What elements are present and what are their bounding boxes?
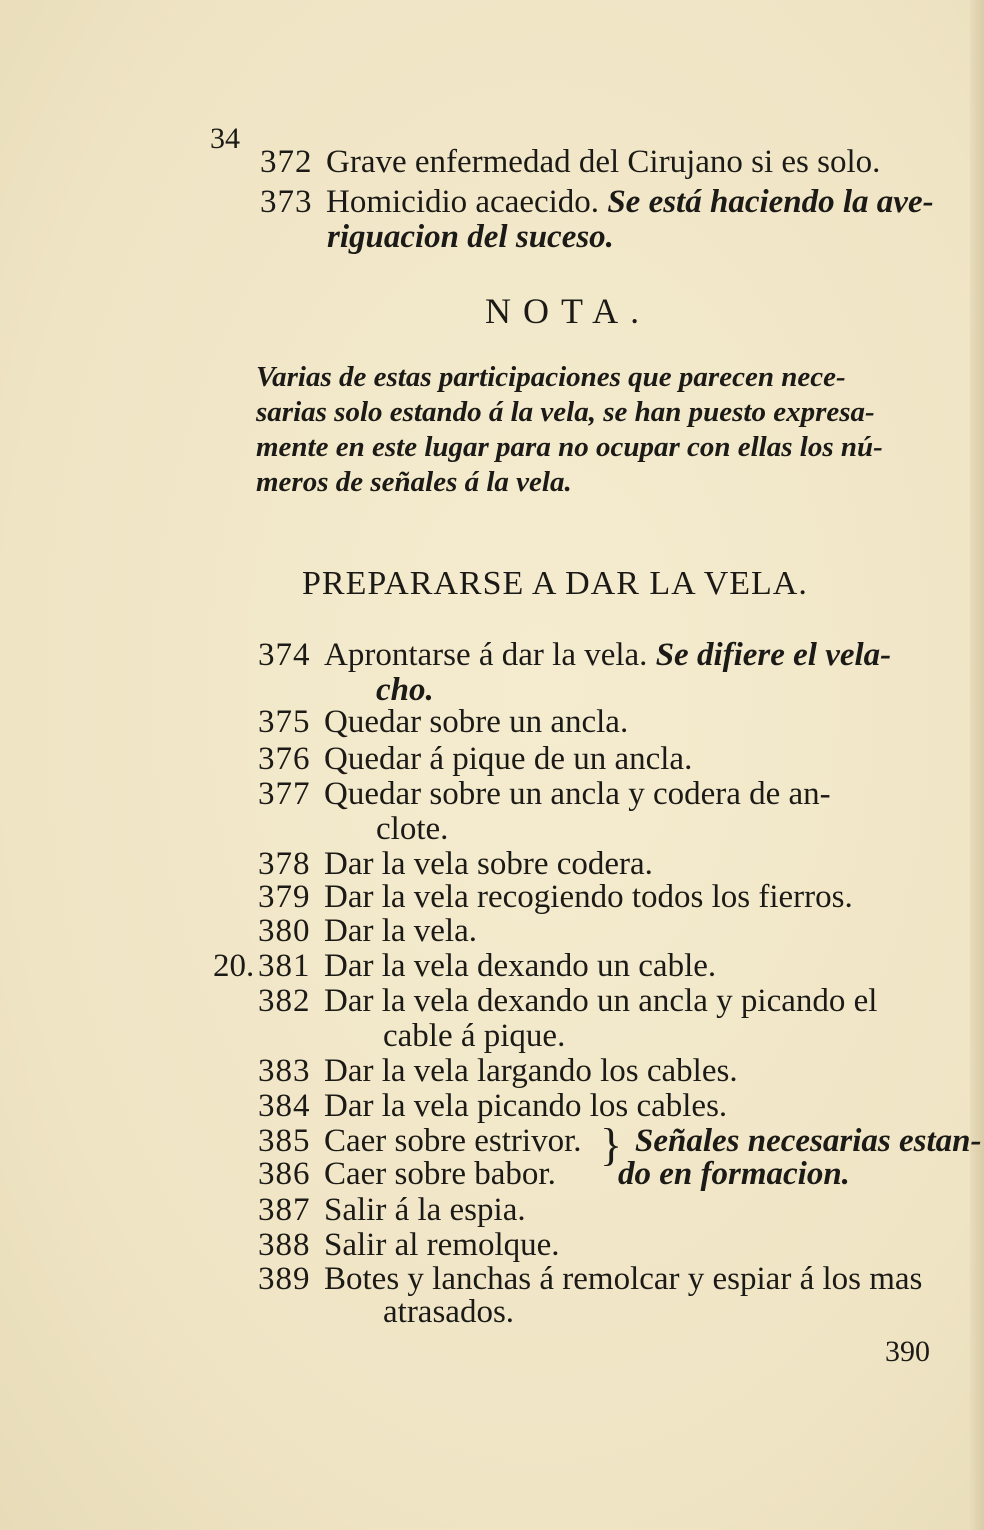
entry-number: 377 bbox=[258, 776, 311, 812]
entry-number: 381 bbox=[258, 948, 311, 984]
entry-number: 375 bbox=[258, 704, 311, 740]
nota-line-2: sarias solo estando á la vela, se han puesto expresa- bbox=[256, 396, 875, 428]
entry-384 bbox=[258, 1089, 727, 1124]
entry-text: Dar la vela. bbox=[324, 913, 477, 949]
entry-number: 386 bbox=[258, 1156, 311, 1192]
entry-text: Salir al remolque. bbox=[324, 1227, 560, 1263]
page-number: 34 bbox=[210, 122, 240, 155]
entry-text: Quedar á pique de un ancla. bbox=[324, 741, 693, 777]
margin-reference: 20. bbox=[213, 948, 255, 984]
entry-number: 374 bbox=[258, 637, 311, 673]
section-title: PREPARARSE A DAR LA VELA. bbox=[302, 565, 808, 602]
entry-text: Homicidio acaecido. bbox=[326, 184, 600, 220]
bracket-note-line-2: do en formacion. bbox=[618, 1156, 850, 1192]
entry-374 bbox=[258, 638, 891, 673]
entry-388 bbox=[258, 1228, 560, 1263]
entry-number: 382 bbox=[258, 983, 311, 1019]
entry-374-note-continued: cho. bbox=[376, 672, 434, 708]
entry-text: Caer sobre babor. bbox=[324, 1156, 556, 1192]
entry-385 bbox=[258, 1124, 582, 1159]
entry-number: 373 bbox=[260, 184, 313, 220]
entry-number: 388 bbox=[258, 1227, 311, 1263]
entry-number: 380 bbox=[258, 913, 311, 949]
entry-text: Grave enfermedad del Cirujano si es solo. bbox=[326, 144, 881, 180]
entry-note: Se difiere el vela- bbox=[655, 637, 892, 673]
entry-373-note-continued: riguacion del suceso. bbox=[327, 219, 614, 255]
entry-text: Dar la vela sobre codera. bbox=[324, 846, 653, 882]
entry-382-continued: cable á pique. bbox=[383, 1018, 566, 1054]
entry-number: 383 bbox=[258, 1053, 311, 1089]
entry-text: Dar la vela dexando un ancla y picando el bbox=[324, 983, 878, 1019]
entry-number: 378 bbox=[258, 846, 311, 882]
entry-note: Se está haciendo la ave- bbox=[607, 184, 934, 220]
entry-372 bbox=[260, 145, 880, 180]
entry-number: 376 bbox=[258, 741, 311, 777]
entry-378 bbox=[258, 847, 653, 882]
brace-bracket: } bbox=[600, 1119, 623, 1170]
entry-383 bbox=[258, 1054, 738, 1089]
entry-text: Botes y lanchas á remolcar y espiar á los mas bbox=[324, 1261, 923, 1297]
entry-375 bbox=[258, 705, 628, 740]
entry-number: 372 bbox=[260, 144, 313, 180]
entry-389 bbox=[258, 1262, 922, 1297]
nota-line-3: mente en este lugar para no ocupar con ellas los nú- bbox=[256, 431, 883, 463]
entry-376 bbox=[258, 742, 692, 777]
entry-381 bbox=[258, 949, 716, 984]
entry-382 bbox=[258, 984, 877, 1019]
entry-text: Aprontarse á dar la vela. bbox=[324, 637, 648, 673]
entry-text: Quedar sobre un ancla. bbox=[324, 704, 629, 740]
entry-373 bbox=[260, 185, 934, 220]
entry-text: Caer sobre estrivor. bbox=[324, 1123, 582, 1159]
nota-heading: NOTA. bbox=[485, 291, 652, 331]
entry-number: 384 bbox=[258, 1088, 311, 1124]
entry-number: 385 bbox=[258, 1123, 311, 1159]
entry-379 bbox=[258, 880, 853, 915]
entry-386 bbox=[258, 1157, 556, 1192]
entry-text: Dar la vela picando los cables. bbox=[324, 1088, 728, 1124]
nota-line-4: meros de señales á la vela. bbox=[256, 466, 572, 498]
entry-377 bbox=[258, 777, 831, 812]
entry-387 bbox=[258, 1193, 526, 1228]
entry-number: 379 bbox=[258, 879, 311, 915]
catchword: 390 bbox=[885, 1335, 930, 1368]
entry-number: 389 bbox=[258, 1261, 311, 1297]
entry-380 bbox=[258, 914, 477, 949]
entry-text: Dar la vela largando los cables. bbox=[324, 1053, 738, 1089]
entry-text: Quedar sobre un ancla y codera de an- bbox=[324, 776, 831, 812]
page-edge bbox=[970, 0, 984, 1530]
entry-number: 387 bbox=[258, 1192, 311, 1228]
entry-text: Dar la vela dexando un cable. bbox=[324, 948, 717, 984]
bracket-note-line-1: Señales necesarias estan- bbox=[635, 1123, 982, 1159]
entry-389-continued: atrasados. bbox=[383, 1294, 515, 1330]
entry-text: Dar la vela recogiendo todos los fierros. bbox=[324, 879, 853, 915]
entry-text: Salir á la espia. bbox=[324, 1192, 526, 1228]
entry-377-continued: clote. bbox=[376, 811, 449, 847]
nota-line-1: Varias de estas participaciones que parecen nece- bbox=[256, 361, 846, 393]
